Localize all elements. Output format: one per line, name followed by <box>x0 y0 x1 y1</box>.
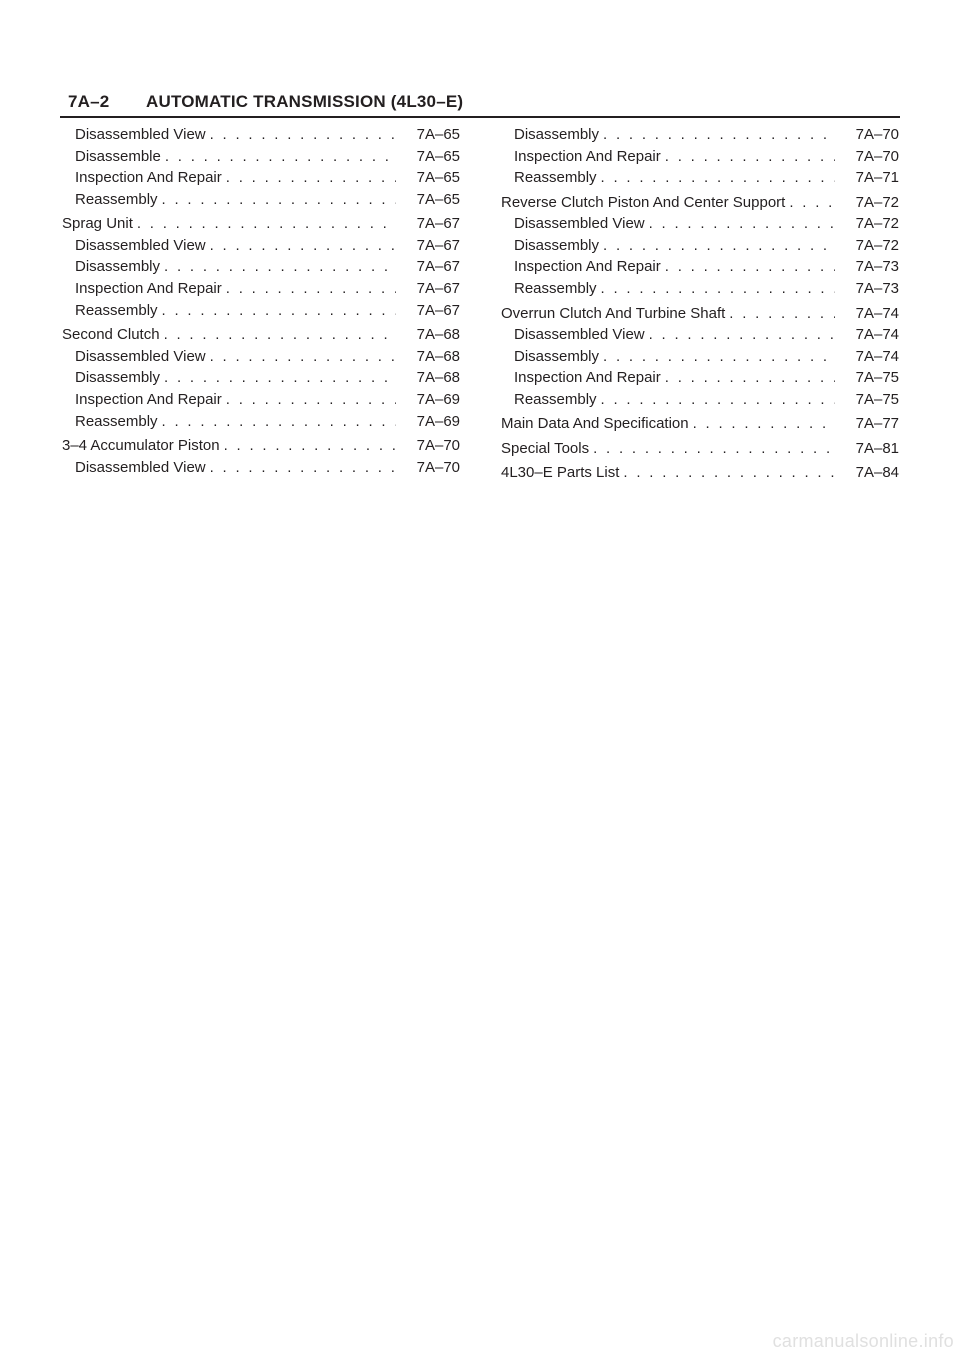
toc-entry-page: 7A–67 <box>416 236 460 254</box>
toc-section-entry <box>501 438 899 460</box>
watermark: carmanualsonline.info <box>772 1331 954 1351</box>
toc-entry-label: Main Data And Specification <box>501 415 689 433</box>
toc-subsection-entry <box>62 367 460 389</box>
toc-entry-page: 7A–65 <box>416 190 460 208</box>
toc-entry-label: Inspection And Repair <box>514 147 661 165</box>
toc-section-entry <box>501 303 899 325</box>
dot-leader <box>623 462 835 484</box>
dot-leader <box>210 457 396 479</box>
toc-subsection-entry <box>62 411 460 433</box>
dot-leader <box>210 346 396 368</box>
toc-entry-page: 7A–74 <box>855 347 899 365</box>
toc-entry-label: Disassembled View <box>75 458 206 476</box>
toc-entry-page: 7A–73 <box>855 280 899 298</box>
toc-entry-label: Disassembled View <box>75 126 206 143</box>
toc-entry-label: Inspection And Repair <box>514 258 661 276</box>
toc-subsection-entry <box>501 389 899 411</box>
dot-leader <box>226 167 396 189</box>
toc-entry-label: Disassembled View <box>514 215 645 233</box>
toc-entry-label: Inspection And Repair <box>514 369 661 387</box>
toc-entry-page: 7A–70 <box>416 436 460 454</box>
toc-subsection-entry <box>501 167 899 189</box>
dot-leader <box>693 413 835 435</box>
toc-entry-label: 3–4 Accumulator Piston <box>62 436 220 454</box>
toc-entry-page: 7A–72 <box>855 193 899 211</box>
toc-entry-page: 7A–72 <box>855 236 899 254</box>
toc-entry-page: 7A–84 <box>855 464 899 482</box>
toc-entry-label: Inspection And Repair <box>75 169 222 187</box>
toc-entry-page: 7A–70 <box>855 126 899 143</box>
toc-entry-page: 7A–70 <box>416 458 460 476</box>
toc-entry-page: 7A–68 <box>416 326 460 344</box>
toc-entry-label: Disassembled View <box>75 347 206 365</box>
toc-entry-label: Reassembly <box>514 169 597 187</box>
toc-entry-page: 7A–68 <box>416 347 460 365</box>
toc-entry-page: 7A–73 <box>855 258 899 276</box>
toc-entry-page: 7A–75 <box>855 390 899 408</box>
dot-leader <box>224 435 396 457</box>
dot-leader <box>601 167 835 189</box>
dot-leader <box>210 235 396 257</box>
toc-subsection-entry <box>501 256 899 278</box>
toc-subsection-entry <box>501 278 899 300</box>
toc-section-entry <box>501 462 899 484</box>
toc-entry-label: Reassembly <box>514 280 597 298</box>
toc-entry-page: 7A–70 <box>855 147 899 165</box>
toc-section-entry <box>62 324 460 346</box>
dot-leader <box>649 324 835 346</box>
toc-entry-page: 7A–67 <box>416 258 460 276</box>
toc-entry-label: Reassembly <box>75 301 158 319</box>
toc-section-entry <box>501 413 899 435</box>
dot-leader <box>603 346 835 368</box>
page-number: 7A–2 <box>68 92 110 111</box>
toc-subsection-entry <box>62 146 460 168</box>
toc-subsection-entry <box>501 346 899 368</box>
dot-leader <box>210 124 396 146</box>
toc-entry-label: Disassembled View <box>514 326 645 344</box>
toc-section-entry <box>62 213 460 235</box>
dot-leader <box>601 278 835 300</box>
toc-entry-label: Second Clutch <box>62 326 160 344</box>
toc-section-entry <box>62 435 460 457</box>
dot-leader <box>162 411 396 433</box>
toc-entry-label: Disassembly <box>514 126 600 143</box>
toc-entry-page: 7A–65 <box>416 126 460 143</box>
toc-subsection-entry <box>62 457 460 479</box>
dot-leader <box>603 235 835 257</box>
toc-entry-label: Special Tools <box>501 439 590 457</box>
toc-entry-label: Overrun Clutch And Turbine Shaft <box>501 304 726 322</box>
toc-subsection-entry <box>62 235 460 257</box>
dot-leader <box>226 389 396 411</box>
dot-leader <box>665 367 835 389</box>
dot-leader <box>649 213 835 235</box>
toc-entry-page: 7A–68 <box>416 369 460 387</box>
dot-leader <box>601 389 835 411</box>
toc-entry-page: 7A–81 <box>855 439 899 457</box>
toc-entry-page: 7A–69 <box>416 412 460 430</box>
toc-entry-label: Inspection And Repair <box>75 390 222 408</box>
toc-subsection-entry <box>501 146 899 168</box>
toc-subsection-entry <box>62 256 460 278</box>
dot-leader <box>593 438 835 460</box>
toc-entry-page: 7A–67 <box>416 215 460 233</box>
toc-entry-label: Disassembled View <box>75 236 206 254</box>
toc-left-column <box>62 124 460 478</box>
toc-subsection-entry <box>501 213 899 235</box>
toc-entry-page: 7A–71 <box>855 169 899 187</box>
toc-entry-label: Reassembly <box>75 412 158 430</box>
toc-entry-page: 7A–72 <box>855 215 899 233</box>
dot-leader <box>162 300 396 322</box>
toc-section-entry <box>501 192 899 214</box>
toc-subsection-entry <box>62 167 460 189</box>
toc-subsection-entry <box>501 124 899 146</box>
toc-entry-page: 7A–75 <box>855 369 899 387</box>
toc-entry-page: 7A–69 <box>416 390 460 408</box>
page-title: AUTOMATIC TRANSMISSION (4L30–E) <box>146 92 464 111</box>
toc-subsection-entry <box>62 124 460 146</box>
toc-entry-label: Disassemble <box>75 147 161 165</box>
dot-leader <box>164 256 396 278</box>
toc-entry-label: Sprag Unit <box>62 215 133 233</box>
toc-entry-label: 4L30–E Parts List <box>501 464 620 482</box>
page-header <box>60 88 900 118</box>
toc-entry-label: Disassembly <box>514 236 600 254</box>
dot-leader <box>162 189 396 211</box>
dot-leader <box>729 303 835 325</box>
toc-entry-label: Reassembly <box>514 390 597 408</box>
dot-leader <box>665 146 835 168</box>
dot-leader <box>789 192 835 214</box>
dot-leader <box>164 324 396 346</box>
dot-leader <box>164 367 396 389</box>
toc-entry-page: 7A–77 <box>855 415 899 433</box>
toc-entry-page: 7A–65 <box>416 147 460 165</box>
toc-entry-label: Disassembly <box>75 369 161 387</box>
toc-entry-label: Disassembly <box>514 347 600 365</box>
toc-entry-label: Reverse Clutch Piston And Center Support <box>501 193 786 211</box>
dot-leader <box>165 146 396 168</box>
toc-subsection-entry <box>501 324 899 346</box>
toc-entry-page: 7A–65 <box>416 169 460 187</box>
toc-entry-label: Disassembly <box>75 258 161 276</box>
toc-entry-page: 7A–67 <box>416 301 460 319</box>
toc-entry-label: Reassembly <box>75 190 158 208</box>
toc-entry-page: 7A–67 <box>416 280 460 298</box>
toc-entry-page: 7A–74 <box>855 304 899 322</box>
toc-subsection-entry <box>62 346 460 368</box>
toc-subsection-entry <box>62 189 460 211</box>
dot-leader <box>137 213 396 235</box>
toc-subsection-entry <box>62 300 460 322</box>
toc-right-column <box>501 124 899 484</box>
toc-subsection-entry <box>62 389 460 411</box>
toc-subsection-entry <box>62 278 460 300</box>
toc-subsection-entry <box>501 235 899 257</box>
dot-leader <box>226 278 396 300</box>
dot-leader <box>665 256 835 278</box>
toc-entry-label: Inspection And Repair <box>75 280 222 298</box>
toc-subsection-entry <box>501 367 899 389</box>
dot-leader <box>603 124 835 146</box>
toc-entry-page: 7A–74 <box>855 326 899 344</box>
